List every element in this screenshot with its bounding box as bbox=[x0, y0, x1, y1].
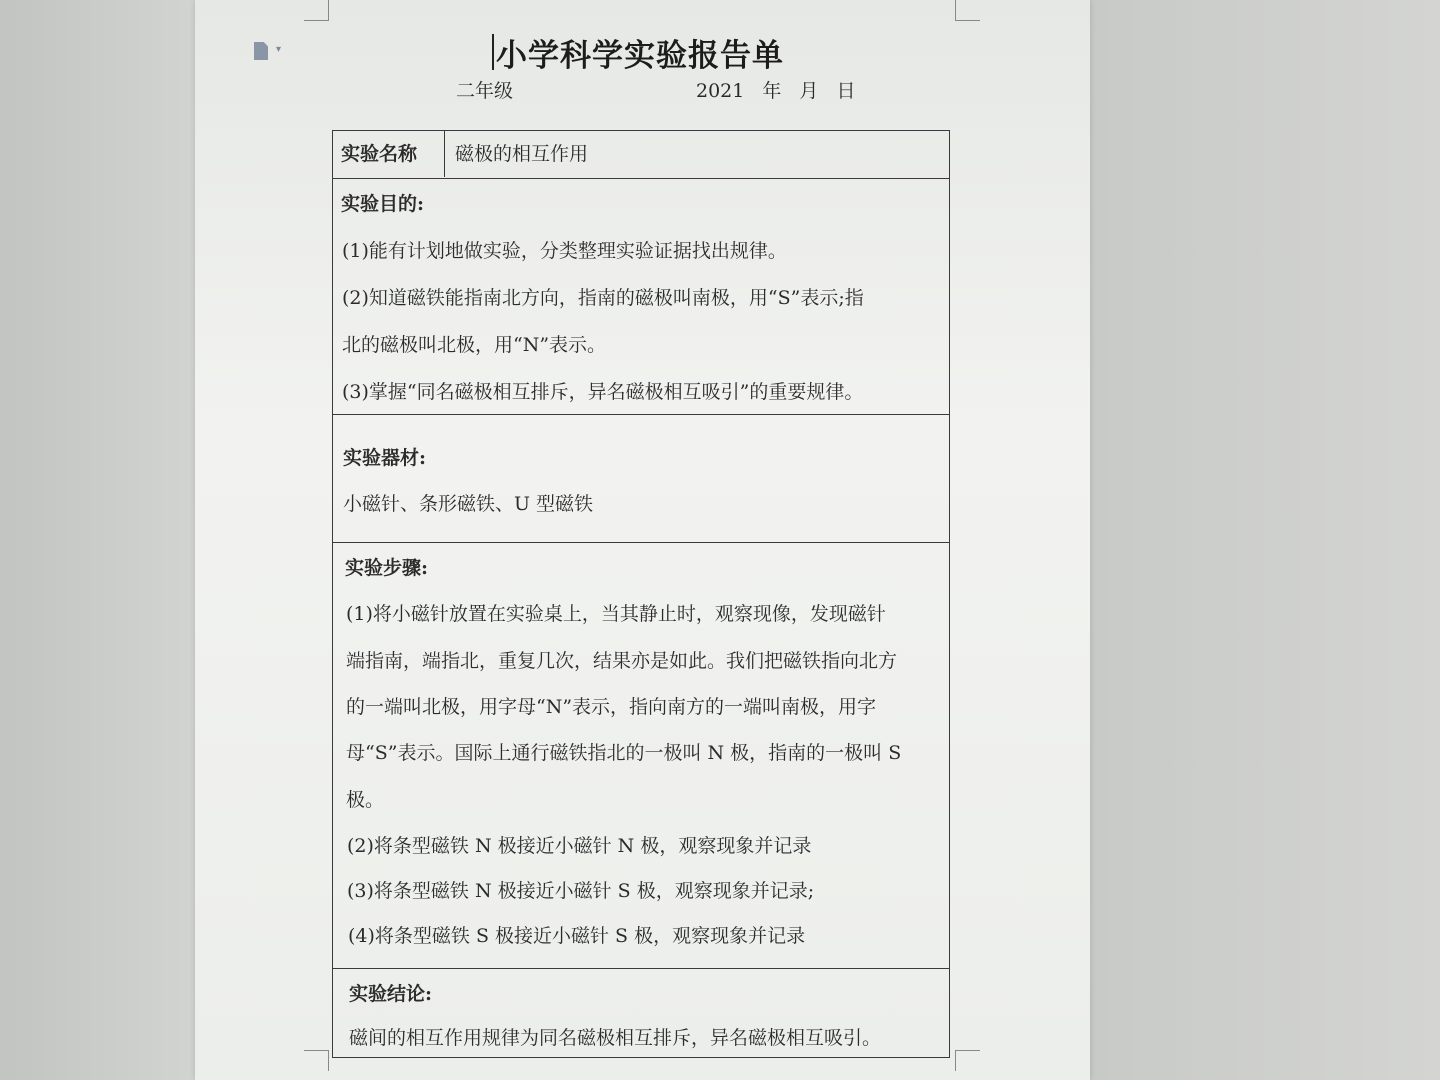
experiment-name-label[interactable]: 实验名称 bbox=[333, 131, 445, 177]
conclusion-line[interactable]: 磁间的相互作用规律为同名磁极相互排斥，异名磁极相互吸引。 bbox=[349, 1027, 882, 1049]
conclusion-heading[interactable]: 实验结论: bbox=[349, 983, 433, 1005]
purpose-section bbox=[333, 179, 949, 415]
steps-line[interactable]: 极。 bbox=[346, 789, 385, 811]
steps-line[interactable]: 母“S”表示。国际上通行磁铁指北的一极叫 N 极，指南的一极叫 S bbox=[346, 742, 902, 764]
page-corner-mark bbox=[955, 0, 980, 21]
experiment-name-row bbox=[333, 131, 949, 179]
steps-line[interactable]: 的一端叫北极，用字母“N”表示，指向南方的一端叫南极，用字 bbox=[346, 696, 877, 718]
document-options-icon[interactable] bbox=[254, 42, 268, 60]
report-table bbox=[332, 130, 950, 1058]
steps-line[interactable]: (2)将条型磁铁 N 极接近小磁针 N 极，观察现象并记录 bbox=[347, 835, 812, 857]
steps-line[interactable]: (1)将小磁针放置在实验桌上，当其静止时，观察现像，发现磁针 bbox=[346, 603, 886, 625]
experiment-name-value[interactable]: 磁极的相互作用 bbox=[455, 143, 589, 165]
date-line[interactable]: 2021 年 月 日 bbox=[696, 80, 856, 102]
grade-label[interactable]: 二年级 bbox=[456, 80, 514, 102]
steps-heading[interactable]: 实验步骤: bbox=[345, 557, 429, 579]
steps-line[interactable]: (4)将条型磁铁 S 极接近小磁针 S 极，观察现象并记录 bbox=[348, 925, 806, 947]
conclusion-section bbox=[333, 969, 949, 1057]
background-right bbox=[1090, 0, 1440, 1080]
purpose-line[interactable]: (2)知道磁铁能指南北方向，指南的磁极叫南极，用“S”表示;指 bbox=[342, 287, 864, 309]
steps-section bbox=[333, 543, 949, 969]
text-cursor bbox=[492, 34, 494, 70]
purpose-line[interactable]: (3)掌握“同名磁极相互排斥，异名磁极相互吸引”的重要规律。 bbox=[342, 381, 864, 403]
background-left bbox=[0, 0, 195, 1080]
document-title[interactable]: 小学科学实验报告单 bbox=[496, 38, 784, 74]
page-corner-mark bbox=[955, 1050, 980, 1071]
page-corner-mark bbox=[304, 0, 329, 21]
purpose-line[interactable]: 北的磁极叫北极，用“N”表示。 bbox=[342, 334, 607, 356]
purpose-line[interactable]: (1)能有计划地做实验，分类整理实验证据找出规律。 bbox=[342, 240, 787, 262]
materials-line[interactable]: 小磁针、条形磁铁、U 型磁铁 bbox=[343, 493, 594, 515]
purpose-heading[interactable]: 实验目的: bbox=[341, 193, 425, 215]
materials-section bbox=[333, 415, 949, 543]
materials-heading[interactable]: 实验器材: bbox=[343, 447, 427, 469]
steps-line[interactable]: (3)将条型磁铁 N 极接近小磁针 S 极，观察现象并记录; bbox=[347, 880, 815, 902]
steps-line[interactable]: 端指南，端指北，重复几次，结果亦是如此。我们把磁铁指向北方 bbox=[346, 650, 898, 672]
dropdown-arrow-icon[interactable]: ▾ bbox=[276, 44, 282, 55]
page-corner-mark bbox=[304, 1050, 329, 1071]
